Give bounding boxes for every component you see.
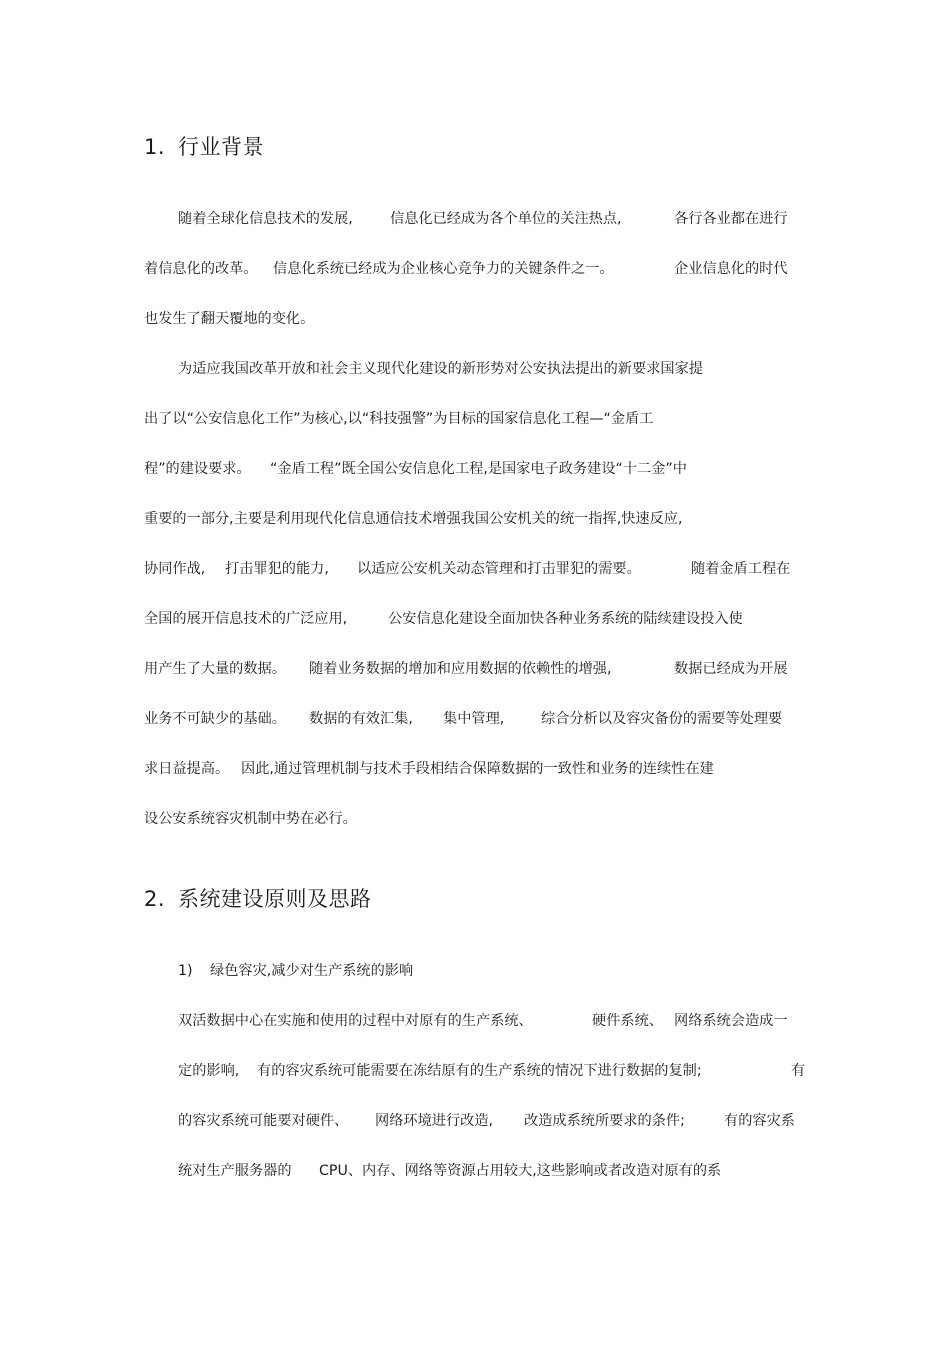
text-segment: 全国的展开信息技术的广泛应用, — [144, 611, 348, 627]
text-segment: 公安信息化建设全面加快各种业务系统的陆续建设投入使 — [388, 611, 743, 627]
text-segment: 也发生了翻天覆地的变化。 — [144, 311, 315, 327]
text-segment: 着信息化的改革。 — [144, 261, 258, 277]
text-segment: 有的容灾系 — [724, 1113, 795, 1129]
text-segment: 网络环境进行改造, — [375, 1113, 494, 1129]
section-title: 系统建设原则及思路 — [178, 887, 372, 911]
text-segment: 协同作战, — [144, 561, 206, 577]
text-segment: 用产生了大量的数据。 — [144, 661, 286, 677]
text-segment: 设公安系统容灾机制中势在必行。 — [144, 811, 357, 827]
section-heading — [144, 886, 372, 912]
subsection-heading — [178, 962, 413, 980]
text-segment: 数据的有效汇集, — [309, 711, 413, 727]
text-segment: 随着金盾工程在 — [691, 561, 791, 577]
text-segment: 因此,通过管理机制与技术手段相结合保障数据的一致性和业务的连续性在建 — [241, 761, 714, 777]
section-heading — [144, 134, 264, 160]
text-segment: 的容灾系统可能要对硬件、 — [178, 1113, 349, 1129]
text-segment: 定的影响, — [178, 1063, 240, 1079]
text-segment: 出了以“公安信息化工作”为核心,以“科技强警”为目标的国家信息化工程—“金盾工 — [144, 411, 654, 427]
text-segment: 综合分析以及容灾备份的需要等处理要 — [541, 711, 783, 727]
subsection-title: 绿色容灾,减少对生产系统的影响 — [210, 963, 414, 979]
text-segment: 双活数据中心在实施和使用的过程中对原有的生产系统、 — [178, 1013, 533, 1029]
text-segment: CPU、内存、网络等资源占用较大,这些影响或者改造对原有的系 — [319, 1163, 722, 1179]
text-segment: 有的容灾系统可能需要在冻结原有的生产系统的情况下进行数据的复制; — [257, 1063, 702, 1079]
text-segment: 打击罪犯的能力, — [225, 561, 329, 577]
section-number: 2. — [144, 887, 166, 911]
text-segment: 为适应我国改革开放和社会主义现代化建设的新形势对公安执法提出的新要求国家提 — [178, 361, 703, 377]
text-segment: 随着全球化信息技术的发展, — [178, 211, 353, 227]
text-segment: 数据已经成为开展 — [674, 661, 788, 677]
text-segment: “金盾工程”既全国公安信息化工程,是国家电子政务建设“十二金”中 — [270, 461, 687, 477]
text-segment: 改造成系统所要求的条件; — [524, 1113, 685, 1129]
text-segment: 业务不可缺少的基础。 — [144, 711, 286, 727]
text-segment: 各行各业都在进行 — [674, 211, 788, 227]
text-segment: 企业信息化的时代 — [674, 261, 788, 277]
subsection-number: 1) — [178, 963, 193, 979]
text-segment: 程”的建设要求。 — [144, 461, 251, 477]
text-segment: 求日益提高。 — [144, 761, 230, 777]
text-segment: 以适应公安机关动态管理和打击罪犯的需要。 — [357, 561, 641, 577]
text-segment: 信息化系统已经成为企业核心竞争力的关键条件之一。 — [273, 261, 614, 277]
text-segment: 统对生产服务器的 — [178, 1163, 292, 1179]
text-segment: 有 — [791, 1063, 806, 1079]
text-segment: 重要的一部分,主要是利用现代化信息通信技术增强我国公安机关的统一指挥,快速反应, — [144, 511, 683, 527]
text-segment: 信息化已经成为各个单位的关注热点, — [390, 211, 622, 227]
section-number: 1. — [144, 135, 166, 159]
text-segment: 网络系统会造成一 — [674, 1013, 788, 1029]
text-segment: 硬件系统、 — [592, 1013, 663, 1029]
text-segment: 随着业务数据的增加和应用数据的依赖性的增强, — [309, 661, 612, 677]
section-title: 行业背景 — [178, 135, 264, 159]
text-segment: 集中管理, — [443, 711, 505, 727]
